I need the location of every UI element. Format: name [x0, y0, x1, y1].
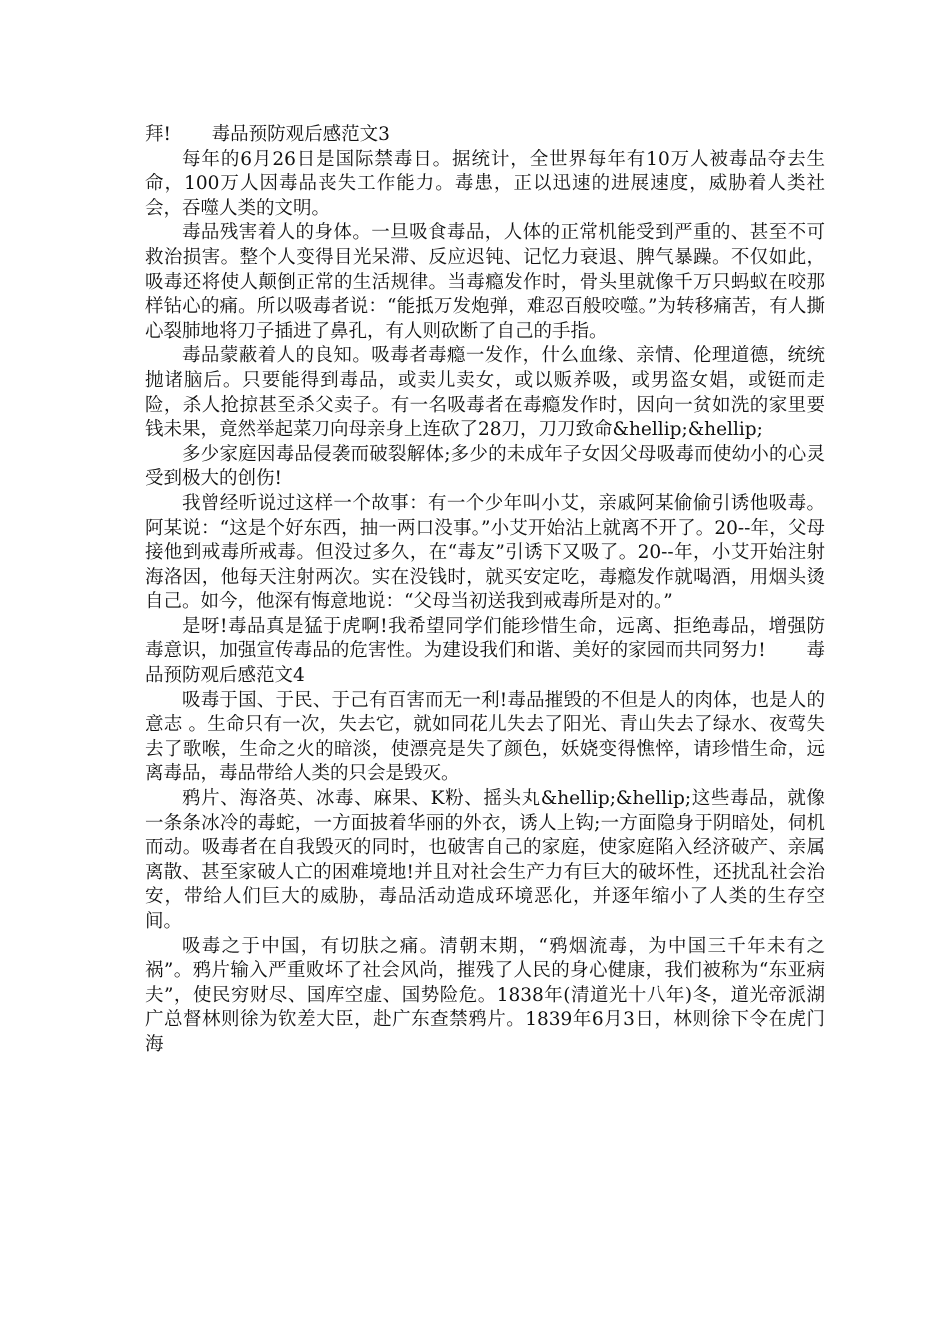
paragraph: 毒品残害着人的身体。一旦吸食毒品，人体的正常机能受到严重的、甚至不可救治损害。整个人变得目光呆滞、反应迟钝、记忆力衰退、脾气暴躁。不仅如此，吸毒还将使人颠倒正常的生活规律。当毒瘾发作时，骨头里就像千万只蚂蚁在咬那样钻心的痛。所以吸毒者说：“能抵万发炮弹，难忍百般咬噬。”为转移痛苦，有人撕心裂肺地将刀子插进了鼻孔，有人则砍断了自己的手指。: [145, 222, 825, 342]
paragraph: 鸦片、海洛英、冰毒、麻果、K粉、摇头丸&hellip;&hellip;这些毒品，就像一条条冰冷的毒蛇，一方面披着华丽的外衣，诱人上钩;一方面隐身于阴暗处，伺机而动。吸毒者在自我毁灭的同时，也破害自己的家庭，使家庭陷入经济破产、亲属离散、甚至家破人亡的困难境地!并且对社会生产力有巨大的破坏性，还扰乱社会治安，带给人们巨大的威胁，毒品活动造成环境恶化，并逐年缩小了人类的生存空间。: [145, 788, 825, 932]
paragraph: 吸毒于国、于民、于己有百害而无一利!毒品摧毁的不但是人的肉体，也是人的意志 。生命只有一次，失去它，就如同花儿失去了阳光、青山失去了绿水、夜莺失去了歌喉，生命之火的暗淡，使漂亮是失了颜色，妖娆变得憔悴，请珍惜生命，远离毒品，毒品带给人类的只会是毁灭。: [145, 689, 825, 785]
paragraph: 毒品蒙蔽着人的良知。吸毒者毒瘾一发作，什么血缘、亲情、伦理道德，统统抛诸脑后。只要能得到毒品，或卖儿卖女，或以贩养吸，或男盗女娼，或铤而走险，杀人抢掠甚至杀父卖子。有一名吸毒者在毒瘾发作时，因向一贫如洗的家里要钱未果，竟然举起菜刀向母亲身上连砍了28刀，刀刀致命&hellip;&hellip;: [145, 345, 825, 441]
paragraph: 我曾经听说过这样一个故事：有一个少年叫小艾，亲戚阿某偷偷引诱他吸毒。阿某说：“这是个好东西，抽一两口没事。”小艾开始沾上就离不开了。20--年，父母接他到戒毒所戒毒。但没过多久，在“毒友”引诱下又吸了。20--年，小艾开始注射海洛因，他每天注射两次。实在没钱时，就买安定吃，毒瘾发作就喝酒，用烟头烫自己。如今，他深有悔意地说：“父母当初送我到戒毒所是对的。”: [145, 492, 825, 613]
paragraph-heading-3: [145, 123, 825, 148]
section-heading: 毒品预防观后感范文4: [145, 640, 825, 687]
paragraph: 吸毒之于中国，有切肤之痛。清朝末期，“鸦烟流毒，为中国三千年未有之祸”。鸦片输入严重败坏了社会风尚，摧残了人民的身心健康，我们被称为“东亚病夫”，使民穷财尽、国库空虚、国势险危。1838年(清道光十八年)冬，道光帝派湖广总督林则徐为钦差大臣，赴广东查禁鸦片。1839年6月3日，林则徐下令在虎门海: [145, 935, 825, 1055]
paragraph: 每年的6月26日是国际禁毒日。据统计，全世界每年有10万人被毒品夺去生命，100万人因毒品丧失工作能力。毒患，正以迅速的进展速度，威胁着人类社会，吞噬人类的文明。: [145, 148, 825, 219]
document-body: [145, 123, 825, 1058]
paragraph-text: 是呀!毒品真是猛于虎啊!我希望同学们能珍惜生命，远离、拒绝毒品，增强防毒意识，加强宣传毒品的危害性。为建设我们和谐、美好的家园而共同努力!: [145, 615, 825, 662]
lead-text: 拜!: [145, 124, 171, 145]
paragraph-heading-4: [145, 615, 825, 689]
paragraph: 多少家庭因毒品侵袭而破裂解体;多少的未成年子女因父母吸毒而使幼小的心灵受到极大的创伤!: [145, 443, 825, 490]
section-heading: 毒品预防观后感范文3: [211, 124, 390, 145]
